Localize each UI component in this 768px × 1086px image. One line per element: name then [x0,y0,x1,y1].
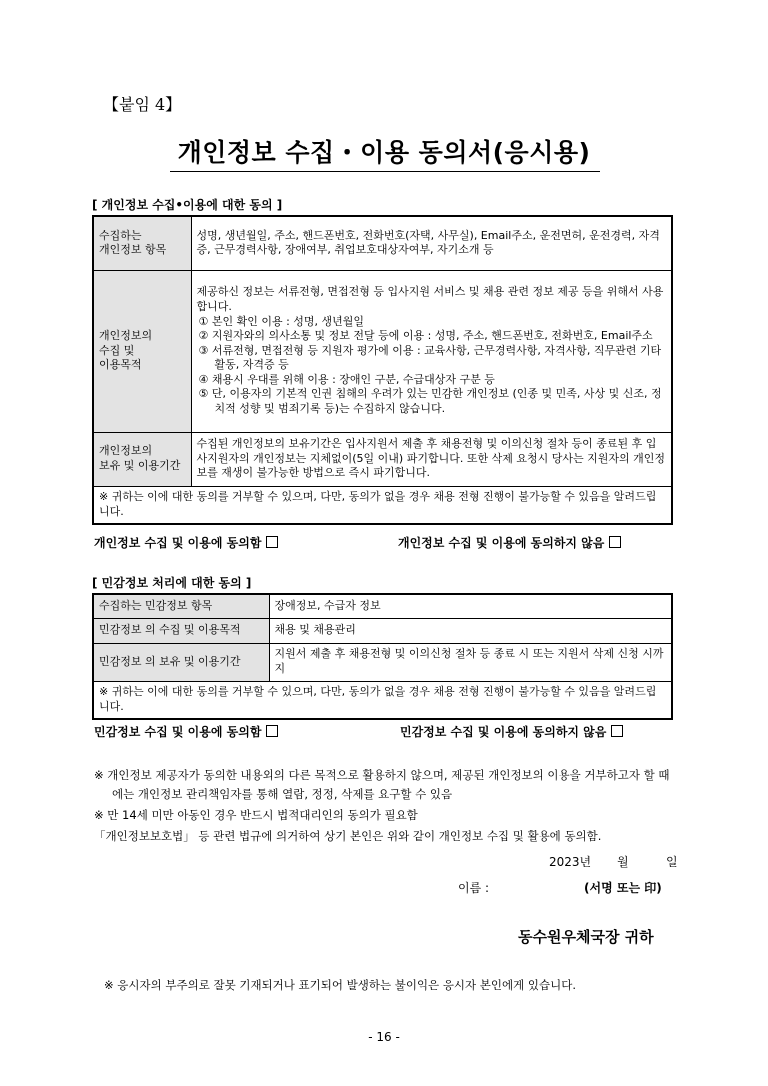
page-number: - 16 - [368,1030,400,1044]
section2-heading: [ 민감정보 처리에 대한 동의 ] [92,576,252,590]
table-row [93,618,672,643]
consent-agree-sensitive[interactable] [94,723,278,740]
row-content: 수집된 개인정보의 보유기간은 입사지원서 제출 후 채용전형 및 이의신청 절차 등이 종료된 후 입사지원자의 개인정보는 지체없이(5일 이내) 파기합니다. 또한 삭제 요청시 당사는 지원자의 개인정보를 재생이 불가능한 방법으로 즉시 파기합니다. [191,432,672,486]
name-label: 이름 : [458,881,490,895]
date-month: 월 [617,855,629,869]
section1-heading: [ 개인정보 수집•이용에 대한 동의 ] [92,198,283,212]
consent-disagree-sensitive[interactable] [400,723,623,740]
date-day: 일 [666,855,678,869]
personal-info-table [92,215,673,525]
purpose-item: ⑤ 단, 이용자의 기본적 인권 침해의 우려가 있는 민감한 개인정보 (인종 및 민족, 사상 및 신조, 정치적 성향 및 범죄기록 등)는 수집하지 않습니다. [198,387,662,416]
row-label: 수집하는 개인정보 항목 [93,216,191,270]
consent-disagree-personal[interactable] [398,534,621,551]
row-label: 수집하는 민감정보 항목 [93,594,269,618]
agree-label: 개인정보 수집 및 이용에 동의함 [94,536,262,550]
row-label: 개인정보의 수집 및 이용목적 [93,270,191,432]
purpose-item: ① 본인 확인 이용 : 성명, 생년월일 [198,314,365,328]
table-row [93,486,672,524]
sensitive-info-table [92,593,673,720]
consent-agree-personal[interactable] [94,534,278,551]
row-content: 장애정보, 수급자 정보 [269,594,672,618]
table-row [93,594,672,618]
purpose-item: ④ 채용시 우대를 위해 이용 : 장애인 구분, 수급대상자 구분 등 [198,372,495,386]
refusal-note: ※ 귀하는 이에 대한 동의를 거부할 수 있으며, 다만, 동의가 없을 경우 채용 전형 진행이 불가능할 수 있음을 알려드립니다. [93,486,672,524]
purpose-intro: 제공하신 정보는 서류전형, 면접전형 등 입사지원 서비스 및 채용 관련 정보 제공 등을 위해서 사용합니다. [196,285,664,313]
checkbox[interactable] [611,725,623,737]
attachment-label: 【붙임 4】 [103,95,182,114]
row-label: 개인정보의 보유 및 이용기간 [93,432,191,486]
purpose-item: ③ 서류전형, 면접전형 등 지원자 평가에 이용 : 교육사항, 근무경력사항, 자격사항, 직무관련 기타 활동, 자격증 등 [198,343,662,372]
row-label: 민감정보 의 수집 및 이용목적 [93,618,269,643]
table-row [93,216,672,270]
table-row [93,432,672,486]
usage-note: ※ 개인정보 제공자가 동의한 내용외의 다른 목적으로 활용하지 않으며, 제공된 개인정보의 이용을 거부하고자 할 때에는 개인정보 관리책임자를 통해 열람, 정정, 삭제를 요구할 수 있음 [94,768,670,801]
consent-statement: 「개인정보보호법」 등 관련 법규에 의거하여 상기 본인은 위와 같이 개인정보 수집 및 활용에 동의함. [94,829,602,843]
title-underline [170,171,600,172]
table-row [93,681,672,719]
footer-note: ※ 응시자의 부주의로 잘못 기재되거나 표기되어 발생하는 불이익은 응시자 본인에게 있습니다. [104,978,576,992]
row-content: 성명, 생년월일, 주소, 핸드폰번호, 전화번호(자택, 사무실), Email주소, 운전면허, 운전경력, 자격증, 근무경력사항, 장애여부, 취업보호대상자여부, 자기소개 등 [191,216,672,270]
row-content: 지원서 제출 후 채용전형 및 이의신청 절차 등 종료 시 또는 지원서 삭제 신청 시까지 [269,643,672,681]
row-content: 채용 및 채용관리 [269,618,672,643]
checkbox[interactable] [609,536,621,548]
minor-note: ※ 만 14세 미만 아동인 경우 반드시 법적대리인의 동의가 필요함 [94,808,418,822]
row-content [191,270,672,432]
table-row [93,270,672,432]
refusal-note: ※ 귀하는 이에 대한 동의를 거부할 수 있으며, 다만, 동의가 없을 경우 채용 전형 진행이 불가능할 수 있음을 알려드립니다. [93,681,672,719]
date-year: 2023년 [549,855,592,869]
recipient: 동수원우체국장 귀하 [518,928,654,946]
purpose-item: ② 지원자와의 의사소통 및 정보 전달 등에 이용 : 성명, 주소, 핸드폰번호, 전화번호, Email주소 [198,329,653,343]
row-label: 민감정보 의 보유 및 이용기간 [93,643,269,681]
checkbox[interactable] [266,725,278,737]
disagree-label: 개인정보 수집 및 이용에 동의하지 않음 [398,536,605,550]
signature-label: (서명 또는 印) [584,881,662,895]
agree-label: 민감정보 수집 및 이용에 동의함 [94,725,262,739]
page-title: 개인정보 수집・이용 동의서(응시용) [177,138,591,167]
table-row [93,643,672,681]
checkbox[interactable] [266,536,278,548]
disagree-label: 민감정보 수집 및 이용에 동의하지 않음 [400,725,607,739]
